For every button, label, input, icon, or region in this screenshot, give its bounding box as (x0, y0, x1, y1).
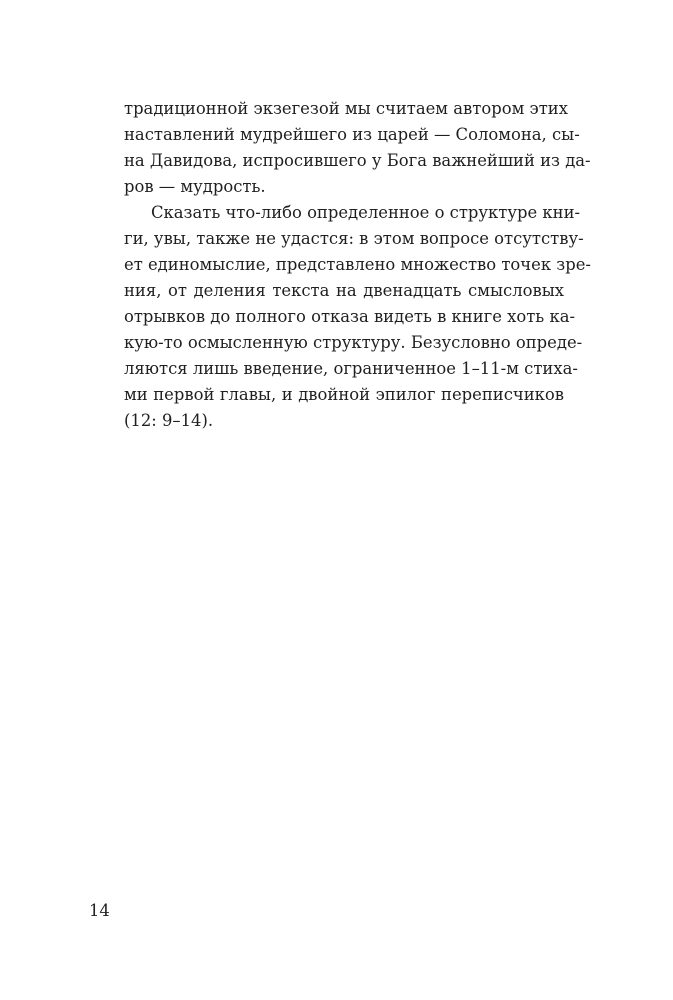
text-line: наставлений мудрейшего из царей — Соломона, сы- (124, 125, 580, 144)
text-line: кую-то осмысленную структуру. Безусловно опреде- (124, 333, 583, 352)
text-line: ми первой главы, и двойной эпилог переписчиков (124, 385, 564, 404)
text-line: ляются лишь введение, ограниченное 1–11-м стиха- (124, 359, 578, 378)
body-text (124, 96, 591, 434)
text-line: традиционной экзегезой мы считаем автором этих (124, 99, 568, 118)
paragraph-1 (124, 96, 591, 200)
text-line: ния, от деления текста на двенадцать смысловых (124, 281, 564, 300)
page-number: 14 (89, 901, 110, 920)
text-line: Сказать что-либо определенное о структуре кни- (151, 203, 581, 222)
text-line: отрывков до полного отказа видеть в книге хоть ка- (124, 307, 575, 326)
text-line: ги, увы, также не удастся: в этом вопросе отсутству- (124, 229, 584, 248)
text-line: на Давидова, испросившего у Бога важнейший из да- (124, 151, 591, 170)
text-line: ет единомыслие, представлено множество точек зре- (124, 255, 591, 274)
text-line: (12: 9–14). (124, 411, 214, 430)
paragraph-2 (124, 200, 591, 434)
text-line: ров — мудрость. (124, 177, 266, 196)
